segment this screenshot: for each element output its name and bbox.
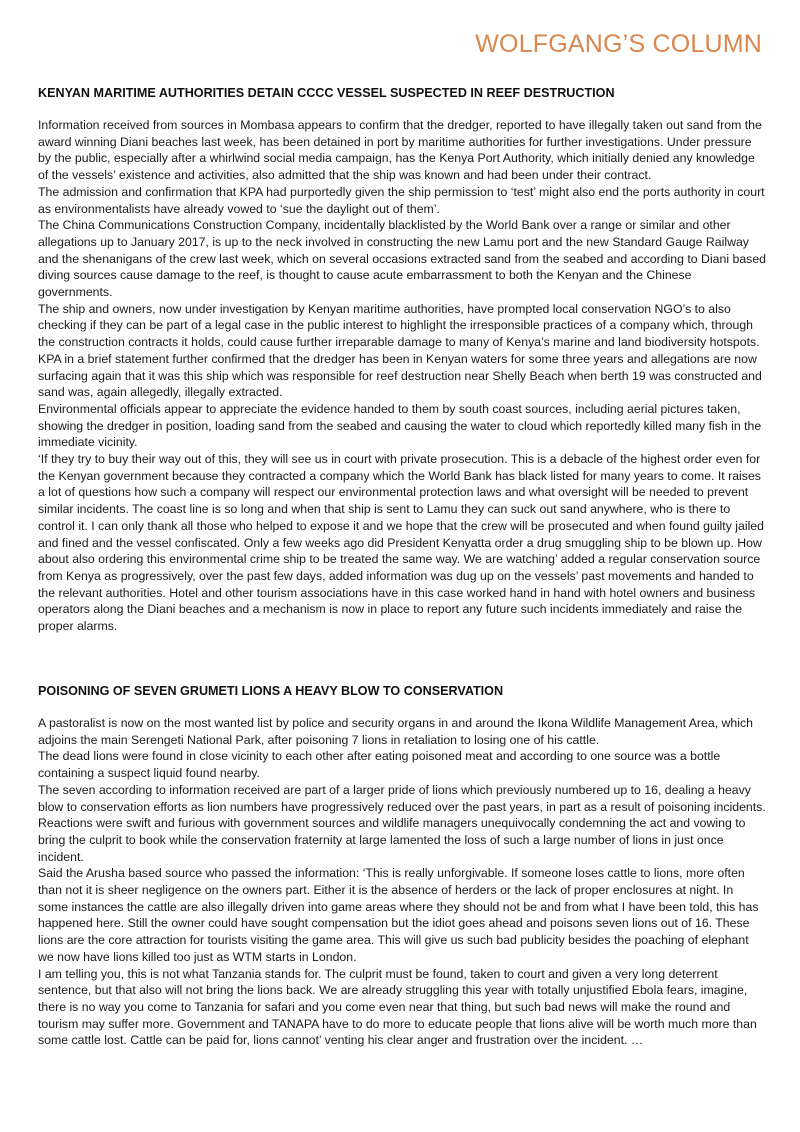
article-paragraph: Reactions were swift and furious with government sources and wildlife managers unequivocally condemning the act and vowing to bring the culprit to book while the conservation fraternity at large lamented the loss of such a large number of lions in just once incident.: [38, 816, 746, 864]
article-paragraph: ‘If they try to buy their way out of this, they will see us in court with private prosecution. This is a debacle of the highest order even for the Kenyan government because they contracted a company which the World Bank has black listed for many years to come. It raises a lot of questions how such a company will respect our environmental protection laws and what oversight will be needed to prevent similar incidents. The coast line is so long and when that ship is sent to Lamu they can suck out sand anywhere, who is there to control it. I can only thank all those who helped to expose it and we hope that the crew will be prosecuted and when found guilty jailed and fined and the vessel confiscated. Only a few weeks ago did President Kenyatta order a drug smuggling ship to be blown up. How about also ordering this environmental crime ship to be treated the same way. We are watching’ added a regular conservation source from Kenya as progressively, over the past few days, added information was dug up on the vessels’ past movements and handed to the relevant authorities. Hotel and other tourism associations have in this case worked hand in hand with hotel owners and business operators along the Diani beaches and a mechanism is now in place to report any future such incidents immediately and raise the proper alarms.: [38, 452, 764, 634]
article-paragraph: The China Communications Construction Company, incidentally blacklisted by the World Bank over a range or similar and other allegations up to January 2017, is up to the neck involved in constructing the new Lamu port and the new Standard Gauge Railway and the shenanigans of the crew last week, which on several occasions extracted sand from the seabed and according to Diani based diving sources cause damage to the reef, is thought to cause acute embarrassment to both the Kenyan and the Chinese governments.: [38, 218, 767, 300]
article-paragraph: KPA in a brief statement further confirmed that the dredger has been in Kenyan waters for some three years and allegations are now surfacing again that it was this ship which was responsible for reef destruction near Shelly Beach when berth 19 was constructed and sand was, again allegedly, illegally extracted.: [38, 351, 762, 400]
article-paragraph: I am telling you, this is not what Tanzania stands for. The culprit must be found, taken to court and given a very long deterrent sentence, but that also will not bring the lions back. We are already struggling this year with totally unjustified Ebola fears, imagine, there is no way you come to Tanzania for safari and you come even near that thing, but such bad news will make the round and tourism may suffer more. Government and TANAPA have to do more to educate people that lions alive will be worth much more than some cattle lost. Cattle can be paid for, lions cannot’ venting his clear anger and frustration over the incident. …: [38, 966, 757, 1048]
article-grumeti-lions: [38, 683, 766, 1049]
article-paragraph: The dead lions were found in close vicinity to each other after eating poisoned meat and according to one source was a bottle containing a suspect liquid found nearby.: [38, 749, 721, 781]
article-paragraph: Said the Arusha based source who passed the information: ‘This is really unforgivable. If someone loses cattle to lions, more often than not it is sheer negligence on the owners part. Either it is the absence of herders or the lack of proper enclosures at night. In some instances the cattle are also illegally driven into game areas where they should not be and from what I have been told, this has happened here. Still the owner could have sought compensation but the idiot goes ahead and poisons seven lions out of 16. These lions are the core attraction for tourists visiting the game area. This will give us such bad publicity besides the poaching of elephant we now have lions killed too just as WTM starts in London.: [38, 866, 759, 964]
article-paragraph: The admission and confirmation that KPA had purportedly given the ship permission to ‘test’ might also end the ports authority in court as environmentalists have already vowed to ‘sue the daylight out of them’.: [38, 184, 765, 216]
article-kenyan-maritime: [38, 85, 766, 635]
article-paragraph: The ship and owners, now under investigation by Kenyan maritime authorities, have prompted local conservation NGO’s to also checking if they can be part of a legal case in the public interest to highlight the irresponsible practices of a company which, through the construction contracts it holds, could cause further irreparable damage to many of Kenya’s marine and land biodiversity hotspots.: [38, 301, 760, 350]
column-title: WOLFGANG’S COLUMN: [475, 30, 762, 58]
article-paragraph: Information received from sources in Mombasa appears to confirm that the dredger, reported to have illegally taken out sand from the award winning Diani beaches last week, has been detained in port by maritime authorities for further investigations. Under pressure by the public, especially after a whirlwind social media campaign, has the Kenya Port Authority, which initially denied any knowledge of the vessels’ existence and activities, also admitted that the ship was known and had been under their contract.: [38, 118, 762, 183]
article-body: [38, 715, 766, 1049]
article-paragraph: Environmental officials appear to appreciate the evidence handed to them by south coast sources, including aerial pictures taken, showing the dredger in position, loading sand from the seabed and causing the water to cloud which reportedly killed many fish in the immediate vicinity.: [38, 401, 762, 450]
article-paragraph: A pastoralist is now on the most wanted list by police and security organs in and around the Ikona Wildlife Management Area, which adjoins the main Serengeti National Park, after poisoning 7 lions in retaliation to losing one of his cattle.: [38, 716, 753, 747]
article-body: [38, 117, 766, 635]
article-headline: KENYAN MARITIME AUTHORITIES DETAIN CCCC VESSEL SUSPECTED IN REEF DESTRUCTION: [38, 86, 615, 100]
article-headline: POISONING OF SEVEN GRUMETI LIONS A HEAVY BLOW TO CONSERVATION: [38, 684, 504, 698]
article-paragraph: The seven according to information received are part of a larger pride of lions which previously numbered up to 16, dealing a heavy blow to conservation efforts as lion numbers have progressively reduced over the past years, in part as a result of poisoning incidents.: [38, 782, 766, 814]
